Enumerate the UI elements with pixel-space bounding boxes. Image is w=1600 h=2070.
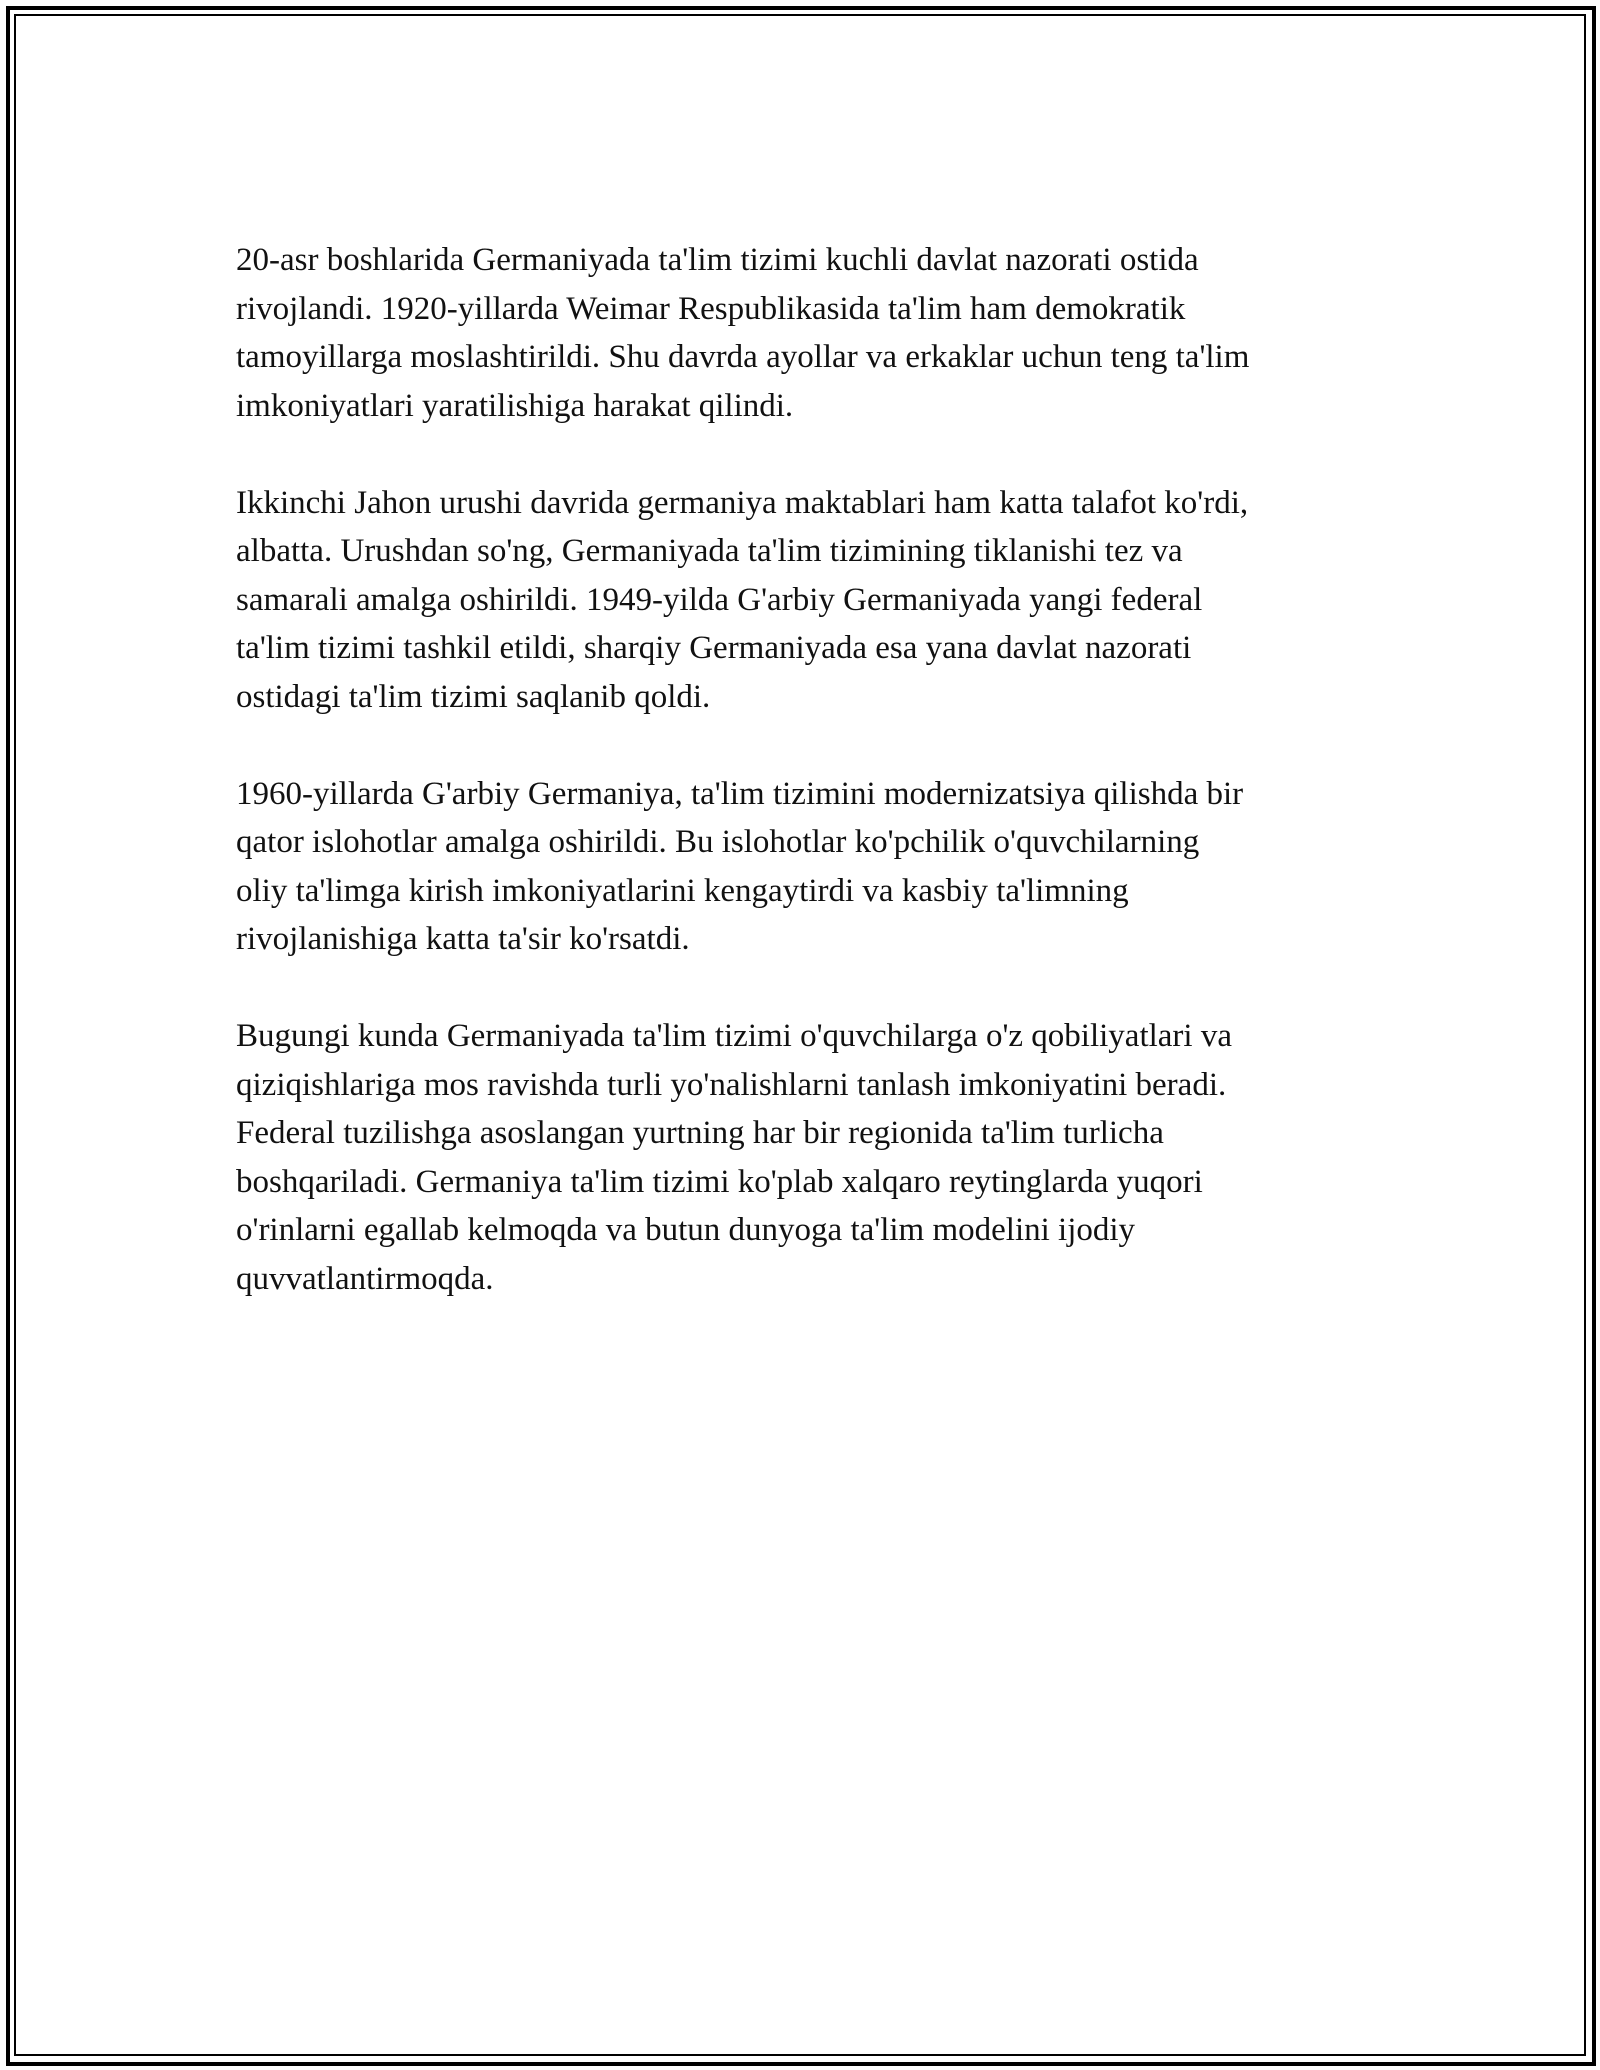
- paragraph-line: Bugungi kunda Germaniyada ta'lim tizimi o'quvchilarga o'z qobiliyatlari va: [236, 1018, 1232, 1054]
- paragraph-line: qiziqishlariga mos ravishda turli yo'nalishlarni tanlash imkoniyatini beradi.: [236, 1066, 1227, 1103]
- paragraph-line: Ikkinchi Jahon urushi davrida germaniya maktablari ham katta talafot ko'rdi,: [236, 484, 1249, 521]
- paragraph-line: o'rinlarni egallab kelmoqda va butun dunyoga ta'lim modelini ijodiy: [236, 1212, 1136, 1248]
- paragraph-3: [236, 770, 1406, 964]
- paragraph-line: tamoyillarga moslashtirildi. Shu davrda ayollar va erkaklar uchun teng ta'lim: [236, 339, 1250, 375]
- paragraph-line: Federal tuzilishga asoslangan yurtning har bir regionida ta'lim turlicha: [236, 1115, 1164, 1151]
- paragraph-line: imkoniyatlari yaratilishiga harakat qilindi.: [236, 387, 794, 424]
- paragraph-4: [236, 1012, 1406, 1303]
- paragraph-line: boshqariladi. Germaniya ta'lim tizimi ko'plab xalqaro reytinglarda yuqori: [236, 1163, 1203, 1200]
- paragraph-line: ta'lim tizimi tashkil etildi, sharqiy Germaniyada esa yana davlat nazorati: [236, 630, 1192, 666]
- paragraph-line: samarali amalga oshirildi. 1949-yilda G'arbiy Germaniyada yangi federal: [236, 581, 1203, 618]
- paragraph-line: rivojlandi. 1920-yillarda Weimar Respublikasida ta'lim ham demokratik: [236, 290, 1186, 327]
- document-body: [236, 236, 1406, 1352]
- paragraph-2: [236, 479, 1406, 722]
- paragraph-line: quvvatlantirmoqda.: [236, 1260, 494, 1297]
- paragraph-line: 20-asr boshlarida Germaniyada ta'lim tizimi kuchli davlat nazorati ostida: [236, 242, 1199, 278]
- paragraph-line: ostidagi ta'lim tizimi saqlanib qoldi.: [236, 678, 711, 715]
- paragraph-line: albatta. Urushdan so'ng, Germaniyada ta'lim tizimining tiklanishi tez va: [236, 533, 1183, 569]
- paragraph-1: [236, 236, 1406, 430]
- paragraph-line: 1960-yillarda G'arbiy Germaniya, ta'lim tizimini modernizatsiya qilishda bir: [236, 775, 1244, 812]
- paragraph-line: rivojlanishiga katta ta'sir ko'rsatdi.: [236, 921, 690, 957]
- paragraph-line: oliy ta'limga kirish imkoniyatlarini kengaytirdi va kasbiy ta'limning: [236, 872, 1129, 909]
- paragraph-line: qator islohotlar amalga oshirildi. Bu islohotlar ko'pchilik o'quvchilarning: [236, 824, 1200, 860]
